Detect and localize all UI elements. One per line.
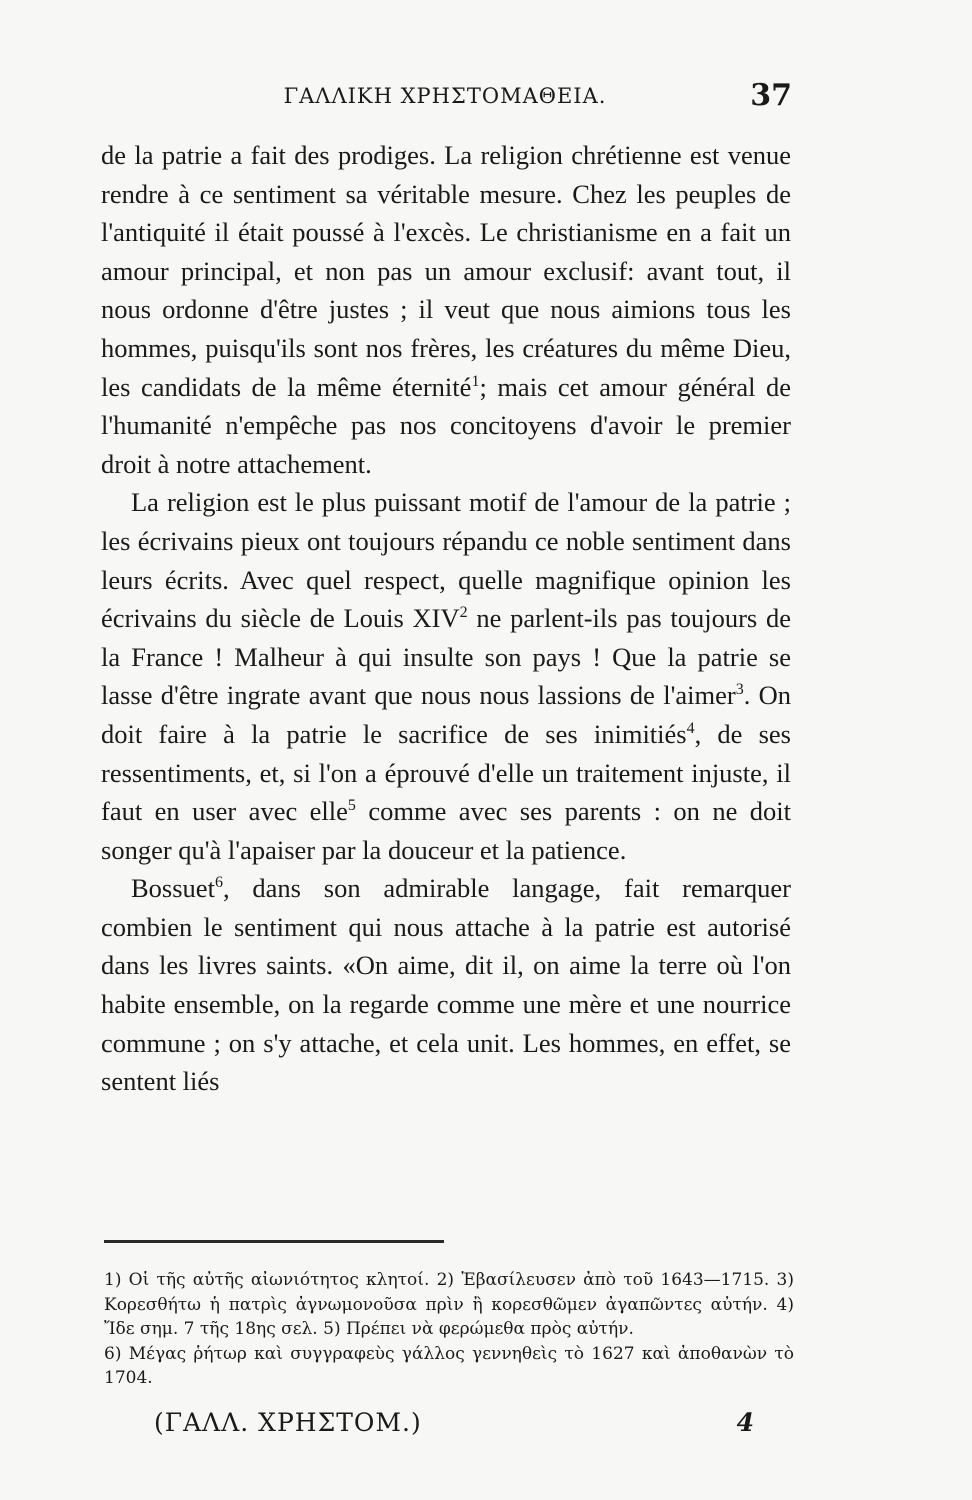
footnote-divider	[104, 1240, 444, 1243]
paragraph-2	[101, 483, 791, 869]
footnote-ref-3: 3	[735, 681, 744, 699]
footnote-6-line	[104, 1342, 794, 1391]
footnote-3: 3) Κορεσθήτω ἡ πατρὶς ἀγνωμονοῦσα πρὶν ἢ κορεσθῶμεν ἀγαπῶντες αὐτήν.	[104, 1270, 794, 1315]
footnote-1: 1) Οἱ τῆς αὐτῆς αἰωνιότητος κλητοί.	[104, 1270, 430, 1290]
paragraph-1-text-b: ; mais cet amour général de l'humanité n'empêche pas nos concitoyens d'avoir le premier droit à notre attachement.	[101, 371, 791, 479]
paragraph-2-text-c: . On doit faire à la patrie le sacrifice de ses inimitiés	[101, 680, 791, 749]
footnote-6: 6) Μέγας ῥήτωρ καὶ συγγραφεὺς γάλλος γεννηθεὶς τὸ 1627 καὶ ἀποθανὼν τὸ 1704.	[104, 1343, 794, 1388]
footnote-ref-6: 6	[214, 874, 223, 892]
paragraph-1	[101, 136, 791, 483]
footnote-4: 4) Ἴδε σημ. 7 τῆς 18ης σελ.	[104, 1294, 794, 1339]
footnote-ref-1: 1	[471, 372, 480, 390]
paragraph-3-text-a: Bossuet	[131, 873, 215, 904]
signature-number: 4	[736, 1408, 754, 1437]
footnotes	[104, 1268, 794, 1391]
running-head	[100, 78, 790, 118]
signature-line	[154, 1408, 754, 1448]
body-text	[101, 136, 791, 1101]
signature-mark: (ΓΑΛΛ. ΧΡΗΣΤΟΜ.)	[154, 1408, 422, 1437]
paragraph-1-text-a: de la patrie a fait des prodiges. La religion chrétienne est venue rendre à ce sentiment sa véritable mesure. Chez les peuples de l'antiquité il était poussé à l'excès. Le christianisme en a fait un amour principal, et non pas un amour exclusif: avant tout, il nous ordonne d'être justes ; il veut que nous aimions tous les hommes, puisqu'ils sont nos frères, les créatures du même Dieu, les candidats de la même éternité	[101, 140, 791, 402]
footnote-ref-4: 4	[686, 720, 695, 738]
footnotes-block	[104, 1268, 794, 1342]
paragraph-3-text-b: , dans son admirable langage, fait remarquer combien le sentiment qui nous attache à la patrie est autorisé dans les livres saints. «On aime, dit il, on aime la terre où l'on habite ensemble, on la regarde comme une mère et une nourrice commune ; on s'y attache, et cela unit. Les hommes, en effet, se sentent liés	[101, 873, 791, 1097]
page-number: 37	[750, 78, 792, 113]
footnote-5: 5) Πρέπει νὰ φερώμεθα πρὸς αὐτήν.	[323, 1319, 634, 1339]
paragraph-3	[101, 869, 791, 1101]
running-title: ΓΑΛΛΙΚΗ ΧΡΗΣΤΟΜΑΘΕΙΑ.	[283, 84, 607, 108]
footnote-2: 2) Ἐβασίλευσεν ἀπὸ τοῦ 1643—1715.	[436, 1270, 770, 1290]
paragraph-2-text-d: , de ses ressentiments, et, si l'on a éprouvé d'elle un traitement injuste, il faut en user avec elle	[101, 718, 791, 827]
paragraph-2-text-a: La religion est le plus puissant motif de l'amour de la patrie ; les écrivains pieux ont toujours répandu ce noble sentiment dans leurs écrits. Avec quel respect, quelle magnifique opinion les écrivains du siècle de Louis XIV	[101, 487, 791, 634]
paragraph-2-text-e: comme avec ses parents : on ne doit songer qu'à l'apaiser par la douceur et la patience.	[101, 796, 791, 865]
paragraph-2-text-b: ne parlent-ils pas toujours de la France ! Malheur à qui insulte son pays ! Que la patrie se lasse d'être ingrate avant que nous nous lassions de l'aimer	[101, 603, 791, 711]
footnote-ref-5: 5	[347, 797, 356, 815]
footnote-ref-2: 2	[459, 604, 468, 622]
